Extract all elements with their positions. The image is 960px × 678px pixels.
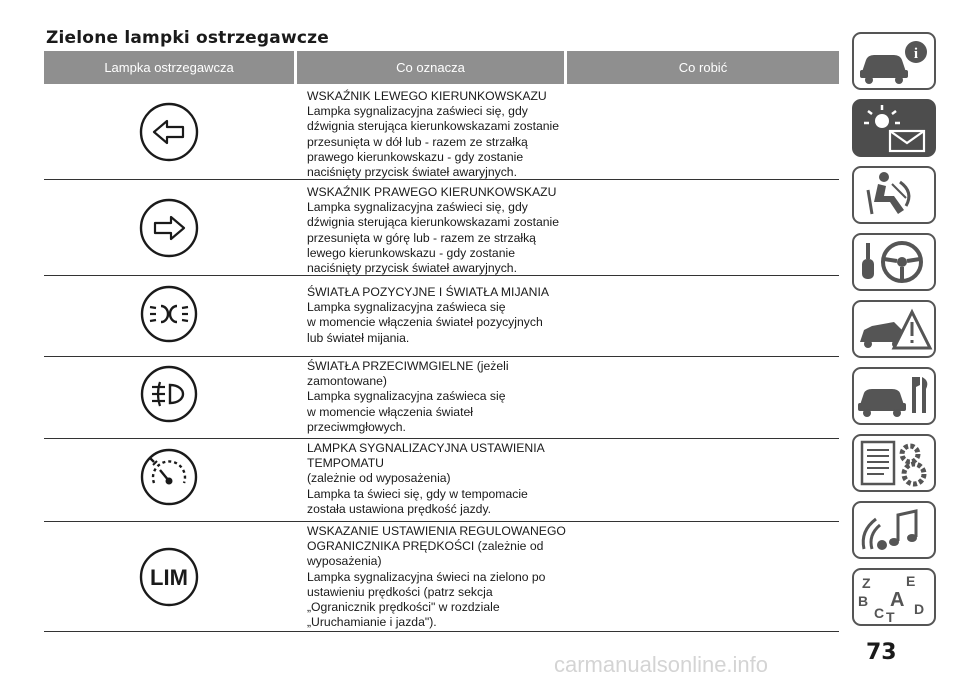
tab-multimedia[interactable] — [852, 501, 936, 559]
position-lights-icon — [139, 284, 199, 344]
left-turn-arrow-icon — [138, 101, 200, 163]
tab-specifications[interactable] — [852, 434, 936, 492]
svg-text:B: B — [858, 593, 869, 609]
tab-safety[interactable] — [852, 166, 936, 224]
svg-text:i: i — [913, 46, 919, 62]
warning-lights-table — [44, 84, 839, 632]
svg-text:C: C — [874, 605, 885, 621]
page-title: Zielone lampki ostrzegawcze — [46, 28, 329, 48]
multimedia-icon — [854, 503, 934, 557]
row-description: LAMPKA SYGNALIZACYJNA USTAWIENIA TEMPOMATU (zależnie od wyposażenia) Lampka ta świeci się, gdy w tempomacie została ustawiona prędkość jazdy. — [307, 441, 545, 516]
car-maintenance-icon — [854, 369, 934, 423]
car-accident-warning-icon — [854, 302, 934, 356]
table-row — [44, 276, 839, 357]
svg-text:Z: Z — [862, 575, 871, 591]
page-number: 73 — [866, 640, 897, 665]
watermark: carmanualsonline.info — [554, 652, 769, 677]
table-row — [44, 84, 839, 180]
column-header-meaning: Co oznacza — [297, 51, 564, 84]
table-row — [44, 180, 839, 276]
svg-text:E: E — [906, 573, 916, 589]
fog-lights-icon — [139, 364, 199, 424]
row-description: WSKAŹNIK PRAWEGO KIERUNKOWSKAZU Lampka sygnalizacyjna zaświeci się, gdy dźwignia sterująca kierunkowskazami zostanie przesunięta w górę lub - razem ze strzałką lewego kierunkowskazu - gdy zostanie naciśnięty przycisk świateł awaryjnych. — [307, 185, 559, 276]
warning-lights-message-icon — [854, 101, 934, 155]
car-info-icon — [854, 34, 934, 88]
seat-airbag-icon — [854, 168, 934, 222]
table-row — [44, 522, 839, 632]
row-description: ŚWIATŁA POZYCYJNE I ŚWIATŁA MIJANIA Lampka sygnalizacyjna zaświeca się w momencie włączenia świateł pozycyjnych lub świateł mijania. — [307, 285, 549, 345]
tab-index[interactable] — [852, 568, 936, 626]
steering-wheel-key-icon — [854, 235, 934, 289]
row-description: ŚWIATŁA PRZECIWMGIELNE (jeżeli zamontowane) Lampka sygnalizacyjna zaświeca się w momencie włączenia świateł przeciwmgłowych. — [307, 359, 509, 434]
tab-maintenance[interactable] — [852, 367, 936, 425]
cruise-control-icon — [139, 447, 199, 507]
right-turn-arrow-icon — [138, 197, 200, 259]
row-description: WSKAŹNIK LEWEGO KIERUNKOWSKAZU Lampka sygnalizacyjna zaświeci się, gdy dźwignia sterująca kierunkowskazami zostanie przesunięta w dół lub - razem ze strzałką prawego kierunkowskazu - gdy zostanie naciśnięty przycisk świateł awaryjnych. — [307, 89, 559, 180]
svg-text:T: T — [886, 609, 895, 624]
column-header-action: Co robić — [567, 51, 839, 84]
row-description: WSKAZANIE USTAWIENIA REGULOWANEGO OGRANICZNIKA PRĘDKOŚCI (zależnie od wyposażenia) Lampka sygnalizacyjna świeci na zielono po ustawieniu prędkości (patrz sekcja „Ogranicznik prędkości" w rozdziale „Uruchamianie i jazda"). — [307, 524, 566, 630]
svg-text:A: A — [890, 589, 905, 611]
table-header — [44, 51, 839, 84]
tab-emergency[interactable] — [852, 300, 936, 358]
specifications-gear-icon — [854, 436, 934, 490]
tab-starting-driving[interactable] — [852, 233, 936, 291]
tab-warning-lights[interactable] — [852, 99, 936, 157]
svg-text:D: D — [914, 601, 925, 617]
alphabetical-index-icon — [854, 570, 934, 624]
table-row — [44, 439, 839, 522]
tab-car-info[interactable] — [852, 32, 936, 90]
lim-icon — [138, 546, 200, 608]
column-header-lamp: Lampka ostrzegawcza — [44, 51, 294, 84]
lim-icon-label: LIM — [150, 564, 188, 590]
table-row — [44, 357, 839, 439]
